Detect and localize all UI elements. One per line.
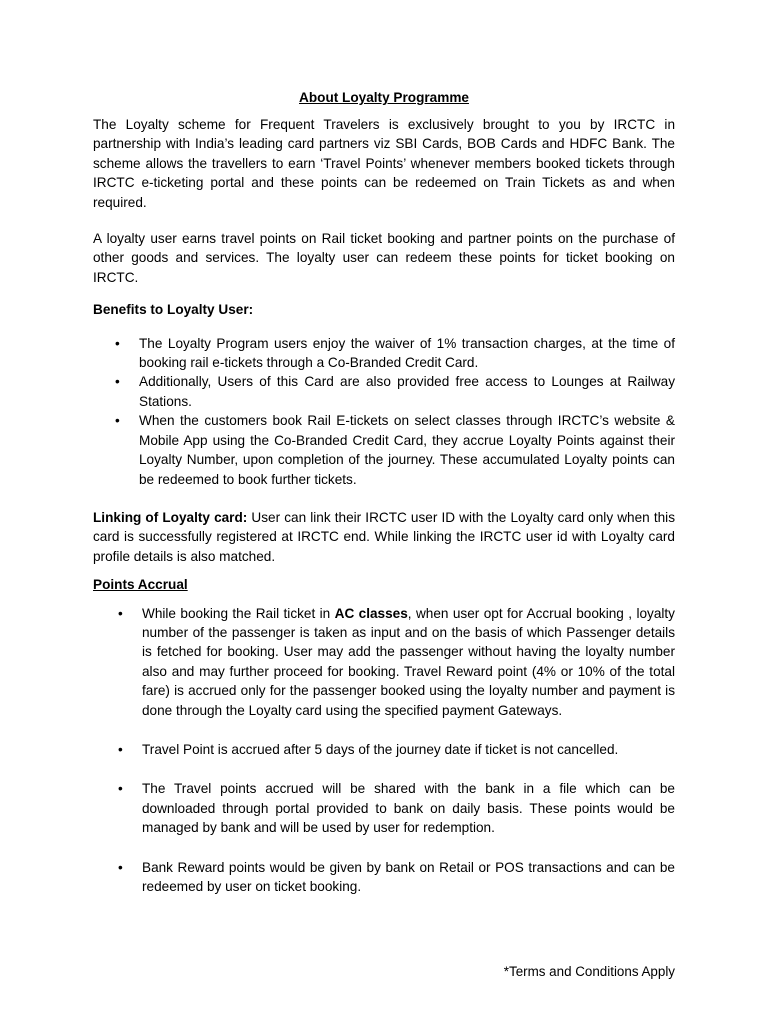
document-page: [93, 88, 675, 916]
linking-paragraph: [93, 508, 675, 566]
ac-classes-bold: AC classes: [334, 605, 408, 621]
accrual-text-before: While booking the Rail ticket in: [142, 605, 335, 621]
linking-label: Linking of Loyalty card:: [93, 509, 248, 525]
list-item: [93, 740, 675, 759]
bullet-icon: •: [115, 374, 120, 390]
page-title: About Loyalty Programme: [299, 90, 469, 105]
benefit-text: Additionally, Users of this Card are also provided free access to Lounges at Railway Stations.: [139, 374, 675, 409]
benefit-text: When the customers book Rail E-tickets on select classes through IRCTC’s website & Mobile App using the Co-Branded Credit Card, they accrue Loyalty Points against their Loyalty Number, upon completion of the journey. These accumulated Loyalty points can be redeemed to book further tickets.: [139, 413, 675, 487]
accrual-text: The Travel points accrued will be shared with the bank in a file which can be downloaded through portal provided to bank on daily basis. These points would be managed by bank and will be used by user for redemption.: [142, 781, 675, 836]
benefits-list: [93, 334, 675, 489]
bullet-icon: •: [118, 741, 123, 757]
benefits-heading: Benefits to Loyalty User:: [93, 302, 254, 318]
list-item: [93, 411, 675, 489]
accrual-text-after: , when user opt for Accrual booking , loyalty number of the passenger is taken as input and on the basis of which Passenger details is fetched for booking. User may add the passenger without having the loyalty number also and may further proceed for booking. Travel Reward point (4% or 10% of the total fare) is accrued only for the passenger booked using the loyalty number and payment is done through the Loyalty card using the specified payment Gateways.: [142, 605, 675, 718]
bullet-icon: •: [118, 859, 123, 875]
benefit-text: The Loyalty Program users enjoy the waiver of 1% transaction charges, at the time of booking rail e-tickets through a Co-Branded Credit Card.: [139, 335, 675, 371]
bullet-icon: •: [118, 781, 123, 797]
list-item: [93, 372, 675, 411]
terms-footnote: *Terms and Conditions Apply: [503, 964, 675, 979]
accrual-text: Travel Point is accrued after 5 days of the journey date if ticket is not cancelled.: [142, 741, 619, 757]
list-item: [93, 858, 675, 897]
points-accrual-list: [93, 604, 675, 897]
intro-paragraph-2: A loyalty user earns travel points on Rail ticket booking and partner points on the purchase of other goods and services. The loyalty user can redeem these points for ticket booking on IRCTC.: [93, 231, 675, 285]
bullet-icon: •: [118, 605, 123, 621]
accrual-text: Bank Reward points would be given by bank on Retail or POS transactions and can be redeemed by user on ticket booking.: [142, 859, 675, 894]
linking-text: User can link their IRCTC user ID with the Loyalty card only when this card is successfully registered at IRCTC end. While linking the IRCTC user id with Loyalty card profile details is also matched.: [93, 509, 675, 564]
list-item: [93, 604, 675, 720]
list-item: [93, 334, 675, 373]
points-accrual-heading: Points Accrual: [93, 577, 188, 593]
bullet-icon: •: [115, 413, 120, 429]
bullet-icon: •: [115, 335, 120, 351]
intro-paragraph-1: The Loyalty scheme for Frequent Travelers is exclusively brought to you by IRCTC in partnership with India’s leading card partners viz SBI Cards, BOB Cards and HDFC Bank. The scheme allows the travellers to earn ‘Travel Points’ whenever members booked tickets through IRCTC e-ticketing portal and these points can be redeemed on Train Tickets as and when required.: [93, 117, 675, 210]
list-item: [93, 779, 675, 837]
